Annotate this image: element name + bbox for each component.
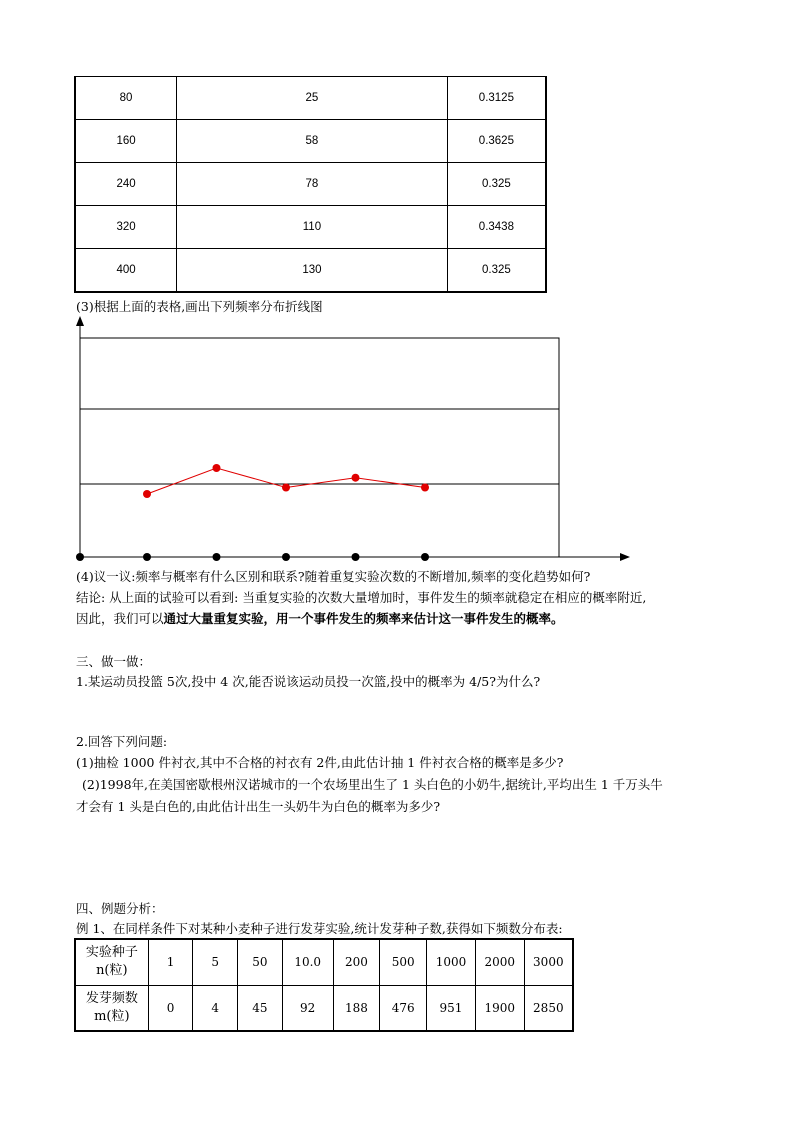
- seed-count-cell: 50: [238, 939, 283, 985]
- seed-row2-label-a: 发芽频数: [85, 990, 138, 1006]
- seed-count-cell: 500: [380, 939, 427, 985]
- chart-frame: [76, 316, 630, 561]
- table-cell-f: 0.325: [447, 163, 546, 206]
- frequency-point: [143, 490, 151, 498]
- s3-question2-title: 2.回答下列问题:: [76, 734, 168, 749]
- table-cell-n: 320: [75, 206, 177, 249]
- table-cell-m: 110: [177, 206, 448, 249]
- example1-text: 例 1、在同样条件下对某种小麦种子进行发芽实验,统计发芽种子数,获得如下频数分布表:: [76, 921, 563, 936]
- seed-count-cell: 10.0: [282, 939, 333, 985]
- seed-count-cell: 2000: [475, 939, 524, 985]
- seed-row2-label-b: m(粒): [94, 1008, 130, 1024]
- seed-row1-label: [75, 939, 148, 985]
- germination-count-cell: 45: [238, 985, 283, 1031]
- seed-count-cell: 3000: [524, 939, 573, 985]
- conclusion-bold: 通过大量重复实验，用一个事件发生的频率来估计这一事件发生的概率。: [163, 611, 564, 626]
- germination-count-cell: 4: [193, 985, 238, 1031]
- germination-count-cell: 0: [148, 985, 193, 1031]
- table-cell-m: 130: [177, 249, 448, 293]
- seed-count-cell: 1: [148, 939, 193, 985]
- seed-germination-table: [74, 938, 574, 1032]
- germination-count-cell: 951: [427, 985, 476, 1031]
- table-cell-f: 0.325: [447, 249, 546, 293]
- table-cell-n: 240: [75, 163, 177, 206]
- y-axis-arrow: [76, 316, 84, 326]
- table-cell-f: 0.3438: [447, 206, 546, 249]
- x-axis-arrow: [620, 553, 630, 561]
- table-cell-m: 25: [177, 77, 448, 120]
- x-axis-point: [352, 553, 360, 561]
- table-cell-f: 0.3625: [447, 120, 546, 163]
- q4-text: (4)议一议:频率与概率有什么区别和联系?随着重复实验次数的不断增加,频率的变化趋势如何?: [76, 569, 591, 584]
- x-axis-point: [282, 553, 290, 561]
- seed-count-cell: 5: [193, 939, 238, 985]
- frequency-point: [352, 474, 360, 482]
- seed-row1-label-b: n(粒): [96, 963, 128, 979]
- table-cell-n: 80: [75, 77, 177, 120]
- x-axis-point: [143, 553, 151, 561]
- germination-count-cell: 476: [380, 985, 427, 1031]
- s3-question2-2-line1: (2)1998年,在美国密歇根州汉诺城市的一个农场里出生了 1 头白色的小奶牛,据统计,平均出生 1 千万头牛: [82, 777, 663, 792]
- seed-count-cell: 1000: [427, 939, 476, 985]
- germination-count-cell: 1900: [475, 985, 524, 1031]
- seed-row1-label-a: 实验种子: [85, 945, 138, 961]
- conclusion-line1: 结论: 从上面的试验可以看到: 当重复实验的次数大量增加时，事件发生的频率就稳定在相应的概率附近,: [76, 590, 647, 605]
- table-cell-n: 160: [75, 120, 177, 163]
- germination-count-cell: 92: [282, 985, 333, 1031]
- x-axis-point: [421, 553, 429, 561]
- chart-plot-box: [80, 338, 559, 557]
- s3-question1: 1.某运动员投篮 5次,投中 4 次,能否说该运动员投一次篮,投中的概率为 4/5?为什么?: [76, 674, 541, 689]
- conclusion-line2: [76, 609, 564, 627]
- frequency-point: [282, 484, 290, 492]
- frequency-point: [421, 484, 429, 492]
- conclusion-prefix: 因此，我们可以: [76, 611, 164, 626]
- frequency-point: [213, 464, 221, 472]
- q3-text: (3)根据上面的表格,画出下列频率分布折线图: [76, 299, 323, 314]
- seed-row2-label: [75, 985, 148, 1031]
- germination-count-cell: 188: [333, 985, 380, 1031]
- section4-title: 四、例题分析：: [76, 901, 164, 916]
- table-cell-m: 58: [177, 120, 448, 163]
- origin-point: [76, 553, 84, 561]
- section3-title: 三、做一做：: [76, 654, 152, 669]
- table-cell-m: 78: [177, 163, 448, 206]
- s3-question2-2-line2: 才会有 1 头是白色的,由此估计出生一头奶牛为白色的概率为多少?: [76, 799, 441, 814]
- seed-count-cell: 200: [333, 939, 380, 985]
- s3-question2-1: (1)抽检 1000 件衬衣,其中不合格的衬衣有 2件,由此估计抽 1 件衬衣合格的概率是多少?: [76, 755, 564, 770]
- table-cell-n: 400: [75, 249, 177, 293]
- germination-count-cell: 2850: [524, 985, 573, 1031]
- table-cell-f: 0.3125: [447, 77, 546, 120]
- x-axis-point: [213, 553, 221, 561]
